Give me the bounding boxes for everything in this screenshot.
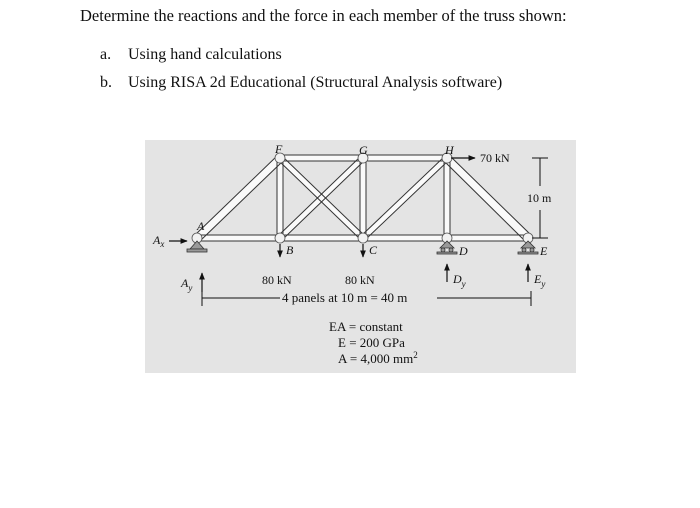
- task-item-a: [100, 46, 282, 64]
- task-item-a-label: a.: [100, 46, 112, 63]
- reaction-ax-label: $A_x$: [153, 233, 165, 249]
- task-item-a-text: Using hand calculations: [128, 46, 282, 63]
- prop-a: A = 4,000 $mm^2$: [338, 350, 418, 366]
- truss-members: [197, 158, 528, 238]
- load-b-label: 80 kN: [262, 273, 292, 287]
- load-h-label: 70 kN: [480, 151, 510, 165]
- prop-e: E = 200 GPa: [338, 335, 405, 350]
- prop-ea: EA = constant: [329, 319, 403, 334]
- node-label-d: D: [459, 244, 468, 258]
- node-label-g: G: [359, 143, 368, 157]
- height-label: 10 m: [527, 191, 552, 205]
- load-c-label: 80 kN: [345, 273, 375, 287]
- support-e: [518, 241, 538, 254]
- node-label-e: E: [540, 244, 548, 258]
- node-label-h: H: [445, 143, 454, 157]
- node-label-f: F: [275, 142, 283, 156]
- task-item-b-label: b.: [100, 74, 112, 91]
- span-label: 4 panels at 10 m = 40 m: [282, 290, 408, 305]
- truss-diagram: [145, 140, 576, 373]
- reaction-dy-label: $D_y$: [453, 272, 466, 289]
- node-label-c: C: [369, 243, 378, 257]
- reaction-ay-label: $A_y$: [181, 276, 193, 293]
- reaction-ey-label: $E_y$: [534, 272, 546, 289]
- node-label-b: B: [286, 243, 294, 257]
- task-item-b: [100, 74, 502, 92]
- node-label-a: A: [197, 219, 205, 233]
- support-d: [437, 241, 457, 254]
- support-a: [187, 241, 207, 252]
- problem-statement: Determine the reactions and the force in each member of the truss shown:: [80, 6, 567, 25]
- truss-figure: [145, 140, 576, 373]
- task-item-b-text: Using RISA 2d Educational (Structural Analysis software): [128, 74, 503, 91]
